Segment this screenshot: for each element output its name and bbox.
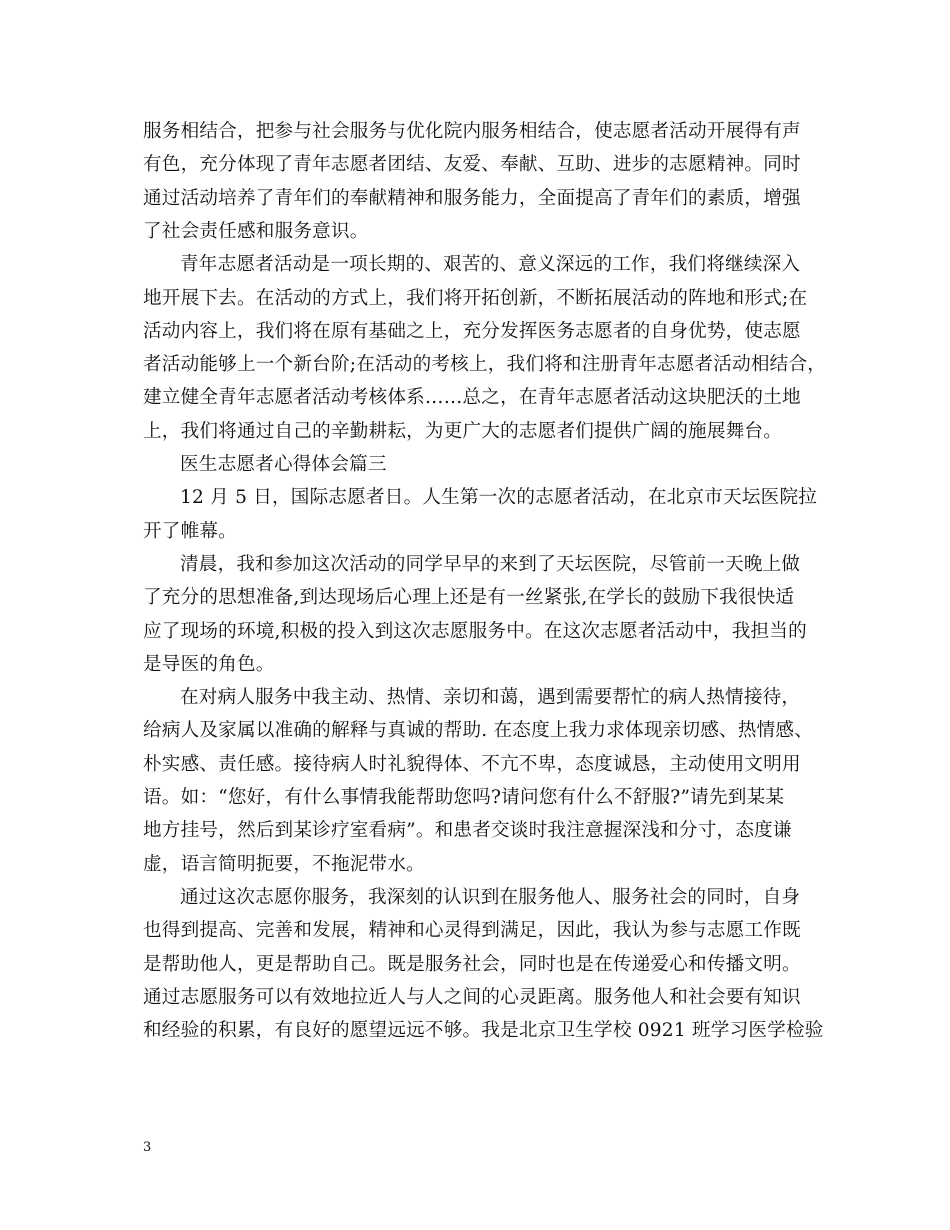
- text-line: 活动内容上，我们将在原有基础之上，充分发挥医务志愿者的自身优势，使志愿: [143, 320, 801, 342]
- text-line: 了充分的思想准备,到达现场后心理上还是有一丝紧张,在学长的鼓励下我很快适: [143, 587, 795, 609]
- text-line: 有色，充分体现了青年志愿者团结、友爱、奉献、互助、进步的志愿精神。同时: [143, 154, 801, 176]
- text-line: 给病人及家属以准确的解释与真诚的帮助. 在态度上我力求体现亲切感、热情感、: [143, 720, 814, 742]
- text-line: 了社会责任感和服务意识。: [143, 220, 369, 242]
- text-line: 通过活动培养了青年们的奉献精神和服务能力，全面提高了青年们的素质，增强: [143, 187, 801, 209]
- text-line: 建立健全青年志愿者活动考核体系……总之，在青年志愿者活动这块肥沃的土地: [143, 387, 801, 409]
- text-line: 者活动能够上一个新台阶;在活动的考核上，我们将和注册青年志愿者活动相结合，: [143, 354, 827, 376]
- text-line: 青年志愿者活动是一项长期的、艰苦的、意义深远的工作，我们将继续深入: [180, 254, 801, 276]
- text-line: 语。如：“您好，有什么事情我能帮助您吗?请问您有什么不舒服?”请先到某某: [143, 787, 785, 808]
- text-line: 是导医的角色。: [143, 653, 275, 675]
- text-line: 应了现场的环境,积极的投入到这次志愿服务中。在这次志愿者活动中，我担当的: [143, 620, 807, 642]
- text-line: 虚，语言简明扼要，不拖泥带水。: [143, 853, 425, 875]
- text-line: 在对病人服务中我主动、热情、亲切和蔼，遇到需要帮忙的病人热情接待，: [180, 687, 801, 709]
- text-line: 上，我们将通过自己的辛勤耕耘，为更广大的志愿者们提供广阔的施展舞台。: [143, 420, 782, 442]
- text-line: 地开展下去。在活动的方式上，我们将开拓创新，不断拓展活动的阵地和形式;在: [143, 287, 808, 309]
- text-line: 朴实感、责任感。接待病人时礼貌得体、不亢不卑，态度诚恳，主动使用文明用: [143, 753, 801, 775]
- text-line: 开了帷幕。: [143, 520, 237, 542]
- text-line: 是帮助他人，更是帮助自己。既是服务社会，同时也是在传递爱心和传播文明。: [143, 953, 801, 975]
- text-line: 地方挂号，然后到某诊疗室看病”。和患者交谈时我注意握深浅和分寸，态度谦: [143, 820, 792, 842]
- text-line: 也得到提高、完善和发展，精神和心灵得到满足，因此，我认为参与志愿工作既: [143, 920, 801, 942]
- text-line: 12 月 5 日，国际志愿者日。人生第一次的志愿者活动，在北京市天坛医院拉: [180, 487, 818, 509]
- text-line: 通过这次志愿你服务，我深刻的认识到在服务他人、服务社会的同时，自身: [180, 886, 801, 908]
- text-line: 清晨，我和参加这次活动的同学早早的来到了天坛医院，尽管前一天晚上做: [180, 553, 801, 575]
- page-number: 3: [143, 1140, 152, 1155]
- text-line: 和经验的积累，有良好的愿望远远不够。我是北京卫生学校 0921 班学习医学检验: [143, 1020, 824, 1042]
- text-line: 服务相结合，把参与社会服务与优化院内服务相结合，使志愿者活动开展得有声: [143, 121, 801, 142]
- text-line: 通过志愿服务可以有效地拉近人与人之间的心灵距离。服务他人和社会要有知识: [143, 986, 801, 1008]
- text-line: 医生志愿者心得体会篇三: [180, 454, 387, 475]
